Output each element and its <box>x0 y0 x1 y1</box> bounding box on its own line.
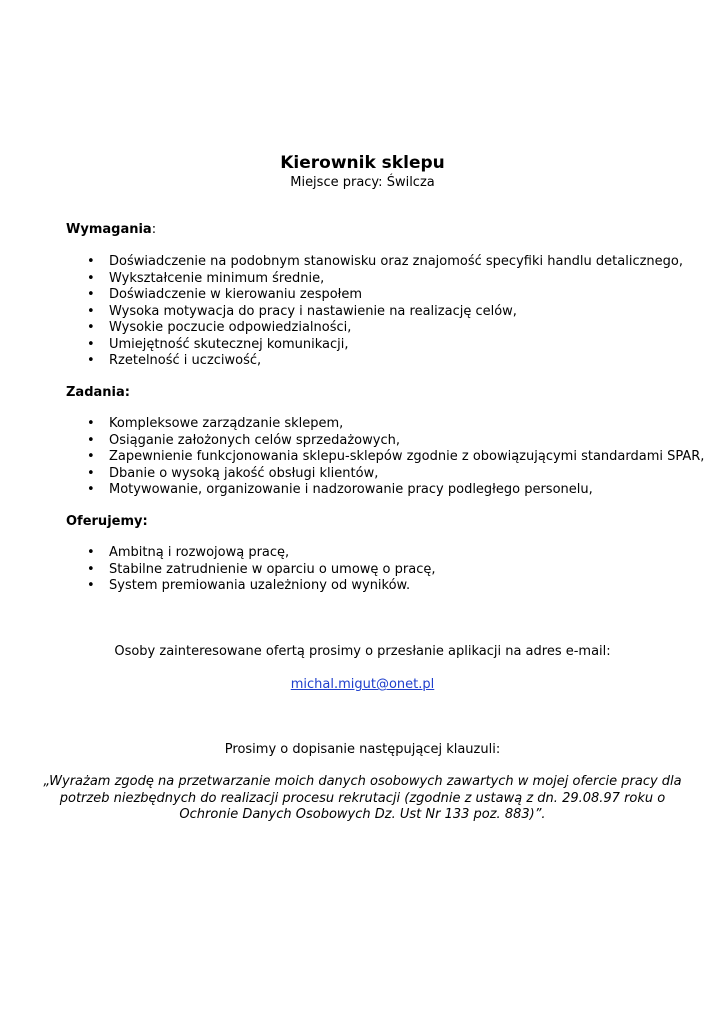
requirements-heading-text: Wymagania <box>66 222 152 237</box>
list-item <box>66 466 704 483</box>
list-item <box>66 433 704 450</box>
bullet-icon: • <box>87 578 95 593</box>
list-item <box>66 287 683 304</box>
list-item <box>66 562 435 579</box>
bullet-icon: • <box>87 320 95 335</box>
bullet-icon: • <box>87 287 95 302</box>
bullet-icon: • <box>87 303 95 319</box>
bullet-icon: • <box>87 545 95 560</box>
list-item <box>66 353 683 370</box>
tasks-list <box>66 416 704 499</box>
offer-heading-text: Oferujemy: <box>66 514 148 529</box>
list-item-text: Motywowanie, organizowanie i nadzorowanie pracy podległego personelu, <box>109 482 593 497</box>
contact-intro: Osoby zainteresowane ofertą prosimy o przesłanie aplikacji na adres e-mail: <box>114 644 611 659</box>
consent-clause: „Wyrażam zgodę na przetwarzanie moich danych osobowych zawartych w mojej ofercie pracy dla potrzeb niezbędnych do realizacji procesu rekrutacji (zgodnie z ustawą z dn. 29.08.97 roku o Ochronie Danych Osobowych Dz. Ust Nr 133 poz. 883)”. <box>43 774 682 822</box>
list-item <box>66 416 704 433</box>
list-item-text: Doświadczenie w kierowaniu zespołem <box>109 287 363 302</box>
list-item-text: Wysokie poczucie odpowiedzialności, <box>109 320 352 335</box>
list-item-text: Dbanie o wysoką jakość obsługi klientów, <box>109 465 379 481</box>
bullet-icon: • <box>87 561 95 577</box>
list-item <box>66 449 704 466</box>
email-line <box>0 676 725 694</box>
list-item-text: Rzetelność i uczciwość, <box>109 353 262 368</box>
list-item-text: Wykształcenie minimum średnie, <box>109 270 325 286</box>
bullet-icon: • <box>87 270 95 286</box>
list-item-text: Doświadczenie na podobnym stanowisku oraz znajomość specyfiki handlu detalicznego, <box>109 254 683 269</box>
bullet-icon: • <box>87 465 95 481</box>
bullet-icon: • <box>87 482 95 497</box>
bullet-icon: • <box>87 416 95 431</box>
list-item-text: Kompleksowe zarządzanie sklepem, <box>109 416 344 431</box>
list-item <box>66 578 435 595</box>
tasks-heading-text: Zadania: <box>66 385 130 400</box>
requirements-heading-colon: : <box>151 222 157 237</box>
list-item <box>66 304 683 321</box>
bullet-icon: • <box>87 254 95 269</box>
consent-request: Prosimy o dopisanie następującej klauzuli: <box>224 742 501 757</box>
list-item <box>66 254 683 271</box>
bullet-icon: • <box>87 432 95 448</box>
list-item-text: System premiowania uzależniony od wyników. <box>109 578 411 593</box>
offer-list <box>66 545 435 595</box>
tasks-heading <box>66 384 130 402</box>
page-title: Kierownik sklepu <box>280 153 445 173</box>
list-item-text: Ambitną i rozwojową pracę, <box>109 545 290 560</box>
email-link[interactable]: michal.migut@onet.pl <box>290 677 435 692</box>
bullet-icon: • <box>87 449 95 464</box>
list-item <box>66 320 683 337</box>
bullet-icon: • <box>87 353 95 368</box>
list-item-text: Zapewnienie funkcjonowania sklepu-sklepów zgodnie z obowiązującymi standardami SPAR, <box>109 449 705 464</box>
list-item <box>66 271 683 288</box>
list-item <box>66 545 435 562</box>
list-item <box>66 482 704 499</box>
list-item-text: Umiejętność skutecznej komunikacji, <box>109 336 349 352</box>
offer-heading <box>66 513 148 531</box>
bullet-icon: • <box>87 336 95 352</box>
list-item <box>66 337 683 354</box>
requirements-heading <box>66 221 156 239</box>
requirements-list <box>66 254 683 370</box>
job-location: Miejsce pracy: Świlcza <box>290 175 435 190</box>
list-item-text: Osiąganie założonych celów sprzedażowych, <box>109 432 400 448</box>
list-item-text: Stabilne zatrudnienie w oparciu o umowę o pracę, <box>109 561 436 577</box>
list-item-text: Wysoka motywacja do pracy i nastawienie na realizację celów, <box>109 303 517 319</box>
